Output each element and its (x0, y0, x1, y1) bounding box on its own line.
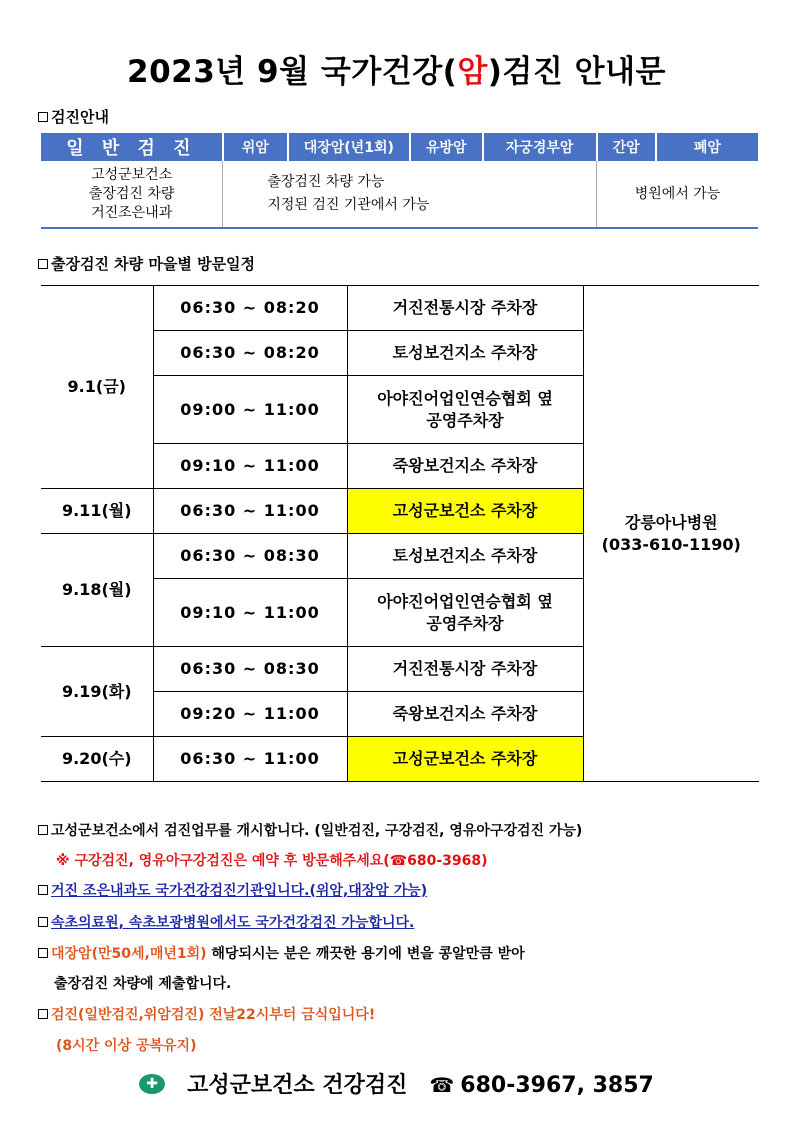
general-checkup-locations: 고성군보건소 출장검진 차량 거진조은내과 (41, 161, 223, 228)
time-cell: 09:10 ~ 11:00 (153, 579, 347, 647)
checkbox-bullet-icon (38, 825, 48, 835)
header-general-checkup: 일 반 검 진 (41, 133, 223, 161)
place-cell: 죽왕보건지소 주차장 (347, 692, 583, 737)
note-colon-sample-line2: 출장검진 차량에 제출합니다. (54, 976, 232, 992)
checkbox-bullet-icon (38, 112, 48, 122)
date-cell: 9.11(월) (41, 489, 153, 534)
place-cell: 아야진어업인연승협회 옆 공영주차장 (347, 376, 583, 444)
header-liver-cancer: 간암 (597, 133, 656, 161)
date-cell: 9.19(화) (41, 647, 153, 737)
header-stomach-cancer: 위암 (223, 133, 288, 161)
footer (0, 1068, 793, 1099)
place-cell: 죽왕보건지소 주차장 (347, 444, 583, 489)
checkbox-bullet-icon (38, 917, 48, 927)
place-cell-highlighted: 고성군보건소 주차장 (347, 489, 583, 534)
hospital-cell (583, 286, 759, 782)
health-center-logo-icon: ✚ (139, 1074, 165, 1094)
place-cell: 토성보건지소 주차장 (347, 331, 583, 376)
page-title: 2023년 9월 국가건강(암)검진 안내문 (127, 54, 666, 90)
header-colon-cancer: 대장암(년1회) (288, 133, 410, 161)
time-cell: 09:00 ~ 11:00 (153, 376, 347, 444)
note-colon-sample: 대장암(만50세,매년1회) 해당되시는 분은 깨끗한 용기에 변을 콩알만큼 받아 (38, 943, 525, 963)
hospital-availability: 병원에서 가능 (597, 161, 758, 228)
hospital-name: 강릉아나병원 (624, 512, 718, 532)
time-cell: 06:30 ~ 11:00 (153, 489, 347, 534)
place-cell: 토성보건지소 주차장 (347, 534, 583, 579)
checkup-table (41, 133, 758, 229)
place-cell-highlighted: 고성군보건소 주차장 (347, 737, 583, 782)
time-cell: 06:30 ~ 11:00 (153, 737, 347, 782)
section-heading-schedule: 출장검진 차량 마을별 방문일정 (38, 253, 255, 274)
header-cervical-cancer: 자궁경부암 (483, 133, 597, 161)
footer-phones: 680-3967, 3857 (460, 1073, 654, 1098)
place-cell: 아야진어업인연승협회 옆 공영주차장 (347, 579, 583, 647)
place-cell: 거진전통시장 주차장 (347, 286, 583, 331)
header-breast-cancer: 유방암 (410, 133, 483, 161)
date-cell: 9.1(금) (41, 286, 153, 489)
note-clinic: 거진 조은내과도 국가건강검진기관입니다.(위암,대장암 가능) (38, 880, 427, 900)
time-cell: 06:30 ~ 08:30 (153, 647, 347, 692)
cancer-checkup-availability: 출장검진 차량 가능 지정된 검진 기관에서 가능 (223, 161, 597, 228)
note-dental-reservation: ※ 구강검진, 영유아구강검진은 예약 후 방문해주세요(☎680-3968) (56, 853, 488, 869)
checkbox-bullet-icon (38, 259, 48, 269)
time-cell: 09:10 ~ 11:00 (153, 444, 347, 489)
note-fasting-line2: (8시간 이상 공복유지) (56, 1038, 197, 1054)
time-cell: 06:30 ~ 08:20 (153, 286, 347, 331)
time-cell: 09:20 ~ 11:00 (153, 692, 347, 737)
note-health-center: 고성군보건소에서 검진업무를 개시합니다. (일반검진, 구강검진, 영유아구강검진 가능) (38, 820, 582, 840)
date-cell: 9.18(월) (41, 534, 153, 647)
header-lung-cancer: 폐암 (656, 133, 758, 161)
checkbox-bullet-icon (38, 885, 48, 895)
date-cell: 9.20(수) (41, 737, 153, 782)
time-cell: 06:30 ~ 08:30 (153, 534, 347, 579)
hospital-phone: (033-610-1190) (601, 534, 741, 554)
section-heading-checkup: 검진안내 (38, 106, 109, 127)
note-sokcho-hospitals: 속초의료원, 속초보광병원에서도 국가건강검진 가능합니다. (38, 912, 414, 932)
note-fasting: 검진(일반검진,위암검진) 전날22시부터 금식입니다! (38, 1004, 375, 1024)
phone-icon: ☎ (429, 1073, 455, 1097)
place-cell: 거진전통시장 주차장 (347, 647, 583, 692)
checkbox-bullet-icon (38, 1009, 48, 1019)
schedule-table (41, 285, 759, 782)
footer-org: 고성군보건소 건강검진 (187, 1073, 408, 1098)
time-cell: 06:30 ~ 08:20 (153, 331, 347, 376)
checkbox-bullet-icon (38, 948, 48, 958)
